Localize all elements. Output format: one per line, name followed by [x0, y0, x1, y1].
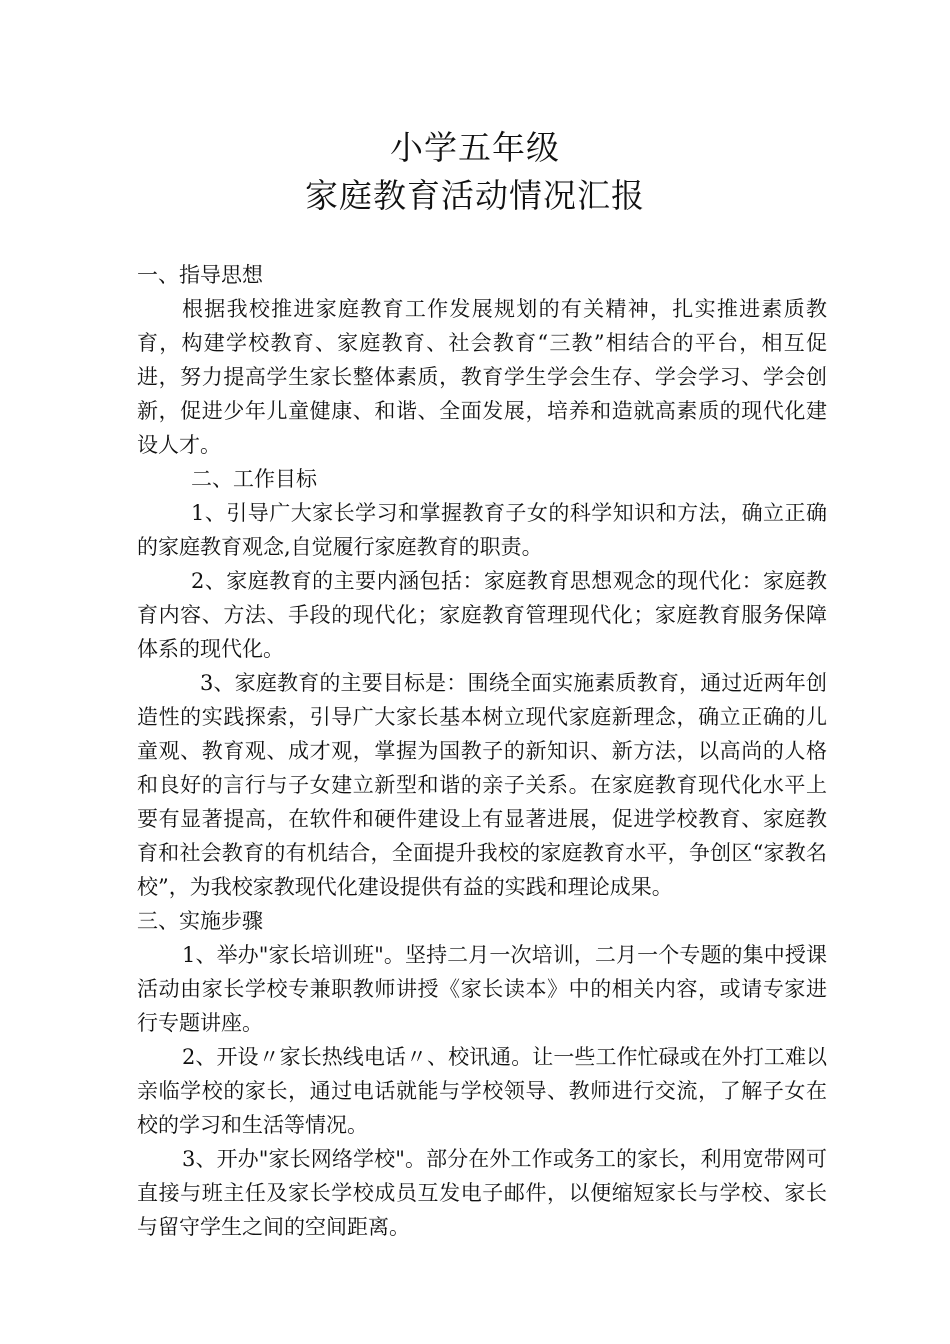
document-title-line1: 小学五年级: [390, 128, 560, 168]
section3-heading: 三、实施步骤: [137, 909, 263, 933]
document-title-line2: 家庭教育活动情况汇报: [305, 176, 645, 216]
section2-item1: 1、引导广大家长学习和掌握教育子女的科学知识和方法，确立正确的家庭教育观念,自觉履行家庭教育的职责。: [137, 501, 827, 559]
document-body: [137, 258, 827, 1244]
section1-heading: 一、指导思想: [137, 263, 263, 287]
section1-paragraph: 根据我校推进家庭教育工作发展规划的有关精神，扎实推进素质教育，构建学校教育、家庭教育、社会教育“三教”相结合的平台，相互促进，努力提高学生家长整体素质，教育学生学会生存、学会学习、学会创新，促进少年儿童健康、和谐、全面发展，培养和造就高素质的现代化建设人才。: [137, 297, 827, 457]
section3-item2: 2、开设〃家长热线电话〃、校讯通。让一些工作忙碌或在外打工难以亲临学校的家长，通过电话就能与学校领导、教师进行交流，了解子女在校的学习和生活等情况。: [137, 1045, 827, 1137]
section2-item2: 2、家庭教育的主要内涵包括：家庭教育思想观念的现代化：家庭教育内容、方法、手段的现代化；家庭教育管理现代化；家庭教育服务保障体系的现代化。: [137, 569, 827, 661]
section3-item1: 1、举办"家长培训班"。坚持二月一次培训，二月一个专题的集中授课活动由家长学校专兼职教师讲授《家长读本》中的相关内容，或请专家进行专题讲座。: [137, 943, 827, 1035]
section2-heading: 二、工作目标: [191, 467, 317, 491]
section3-item3: 3、开办"家长网络学校"。部分在外工作或务工的家长，利用宽带网可直接与班主任及家长学校成员互发电子邮件，以便缩短家长与学校、家长与留守学生之间的空间距离。: [137, 1147, 827, 1239]
section2-item3: 3、家庭教育的主要目标是：围绕全面实施素质教育，通过近两年创造性的实践探索，引导广大家长基本树立现代家庭新理念，确立正确的儿童观、教育观、成才观，掌握为国教子的新知识、新方法，以高尚的人格和良好的言行与子女建立新型和谐的亲子关系。在家庭教育现代化水平上要有显著提高，在软件和硬件建设上有显著进展，促进学校教育、家庭教育和社会教育的有机结合，全面提升我校的家庭教育水平，争创区“家教名校”，为我校家教现代化建设提供有益的实践和理论成果。: [137, 671, 827, 899]
